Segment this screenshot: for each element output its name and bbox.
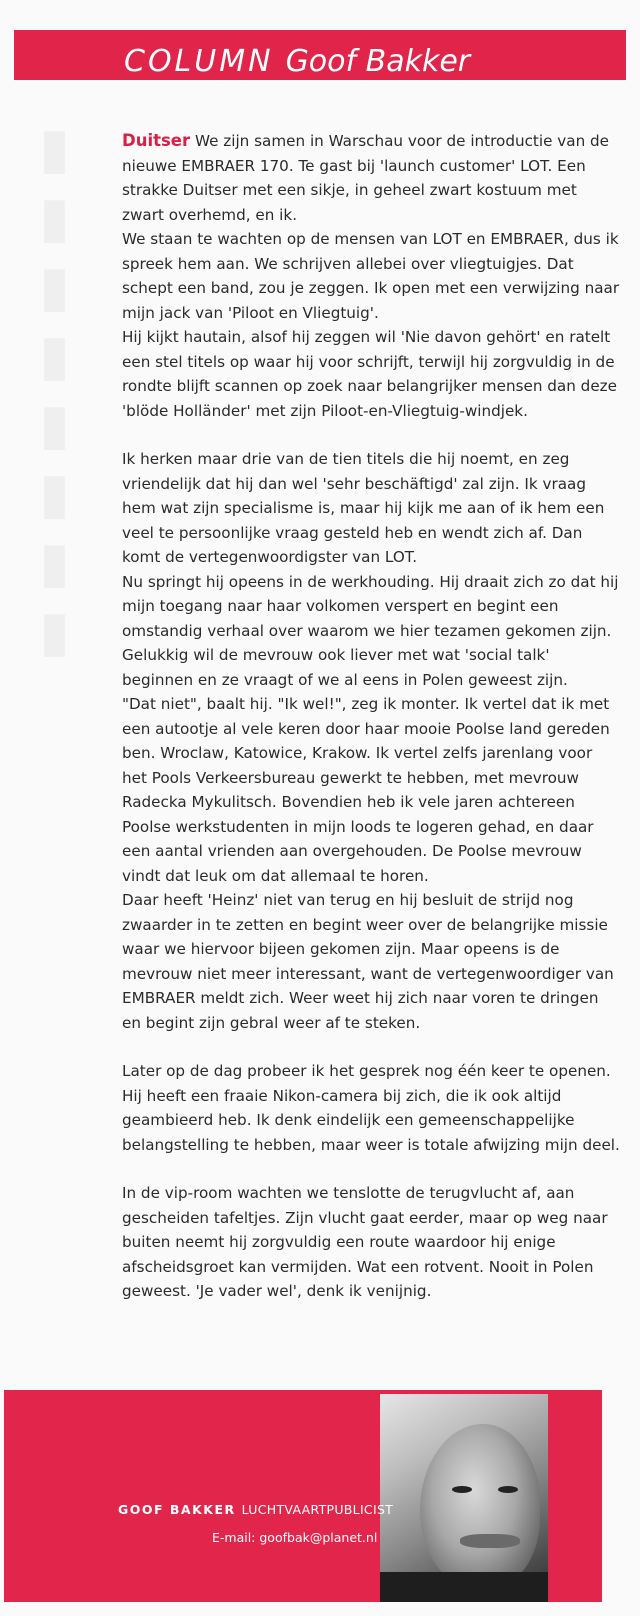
author-name: GOOF BAKKER [118,1502,236,1517]
column-author: Goof Bakker [285,44,471,79]
article-paragraph: Hij kijkt hautain, alsof hij zeggen wil 'Nie davon gehört' en ratelt een stel titels op waar hij voor schrijft, terwijl hij zorgvuldig in de rondte blijft scannen op zoek naar belangrijker mensen dan deze 'blöde Holländer' met zijn Piloot-en-Vliegtuig-windjek. [122,328,617,420]
article-paragraph: In de vip-room wachten we tenslotte de terugvlucht af, aan gescheiden tafeltjes. Zijn vlucht gaat eerder, maar op weg naar buiten neemt hij zorgvuldig een route waardoor hij enige afscheidsgroet kan vermijden. Wat een rotvent. Nooit in Polen geweest. 'Je vader wel', denk ik venijnig. [122,1184,608,1300]
article-paragraph [122,129,620,227]
column-header-bar [14,30,626,80]
article-paragraph: We staan te wachten op de mensen van LOT en EMBRAER, dus ik spreek hem aan. We schrijven allebei over vliegtuigjes. Dat schept een band, zou je zeggen. Ik open met een verwijzing naar mijn jack van 'Piloot en Vliegtuig'. [122,230,620,322]
photo-collar [380,1572,548,1602]
article-paragraph: Daar heeft 'Heinz' niet van terug en hij besluit de strijd nog zwaarder in te zetten en begint weer over de belangrijke missie waar we hiervoor bijeen gekomen zijn. Maar opeens is de mevrouw niet meer interessant, want de vertegenwoordiger van EMBRAER meldt zich. Weer weet hij zich naar voren te dringen en begint zijn gebral weer af te steken. [122,891,614,1032]
column-title [124,42,470,82]
article-paragraph: "Dat niet", baalt hij. "Ik wel!", zeg ik monter. Ik vertel dat ik met een autootje al vele keren door haar mooie Poolse land gereden ben. Wroclaw, Katowice, Krakow. Ik vertel zelfs jarenlang voor het Pools Verkeersbureau gewerkt te hebben, met mevrouw Radecka Mykulitsch. Bovendien heb ik vele jaren achtereen Poolse werkstudenten in mijn loods te logeren gehad, en daar een aantal vrienden aan overgehouden. De Poolse mevrouw vindt dat leuk om dat allemaal te horen. [122,695,610,885]
photo-mustache [460,1534,520,1548]
column-label: COLUMN [124,44,274,79]
author-credit [118,1502,393,1517]
author-email[interactable]: E-mail: goofbak@planet.nl [212,1530,378,1545]
photo-eye-left [452,1486,472,1493]
author-photo [380,1394,548,1602]
article-paragraph: Ik herken maar drie van de tien titels die hij noemt, en zeg vriendelijk dat hij dan wel 'sehr beschäftigd' zal zijn. Ik vraag hem wat zijn specialisme is, maar hij kijk me aan of ik hem een veel te persoonlijke vraag gesteld heb en wendt zich af. Dan komt de vertegenwoordigster van LOT. [122,450,605,566]
paragraph-text: We zijn samen in Warschau voor de introductie van de nieuwe EMBRAER 170. Te gast bij 'launch customer' LOT. Een strakke Duitser met een sikje, in geheel zwart kostuum met zwart overhemd, en ik. [122,132,610,224]
article-body [122,129,620,1304]
author-role: LUCHTVAARTPUBLICIST [241,1502,394,1517]
article-paragraph: Later op de dag probeer ik het gesprek nog één keer te openen. Hij heeft een fraaie Nikon-camera bij zich, die ik ook altijd geambieerd heb. Ik denk eindelijk een gemeenschappelijke belangstelling te hebben, maar weer is totale afwijzing mijn deel. [122,1062,620,1154]
side-watermark-graphic [14,120,88,700]
lead-word: Duitser [122,131,191,150]
photo-face [420,1424,540,1589]
watermark-shape: ▮▮▮▮▮▮▮▮ [22,120,87,672]
photo-eye-right [498,1486,518,1493]
article-paragraph: Nu springt hij opeens in de werkhouding. Hij draait zich zo dat hij mijn toegang naar haar volkomen verspert en begint een omstandig verhaal over waarom we hier tezamen gekomen zijn. Gelukkig wil de mevrouw ook liever met wat 'social talk' beginnen en ze vraagt of we al eens in Polen geweest zijn. [122,572,619,689]
